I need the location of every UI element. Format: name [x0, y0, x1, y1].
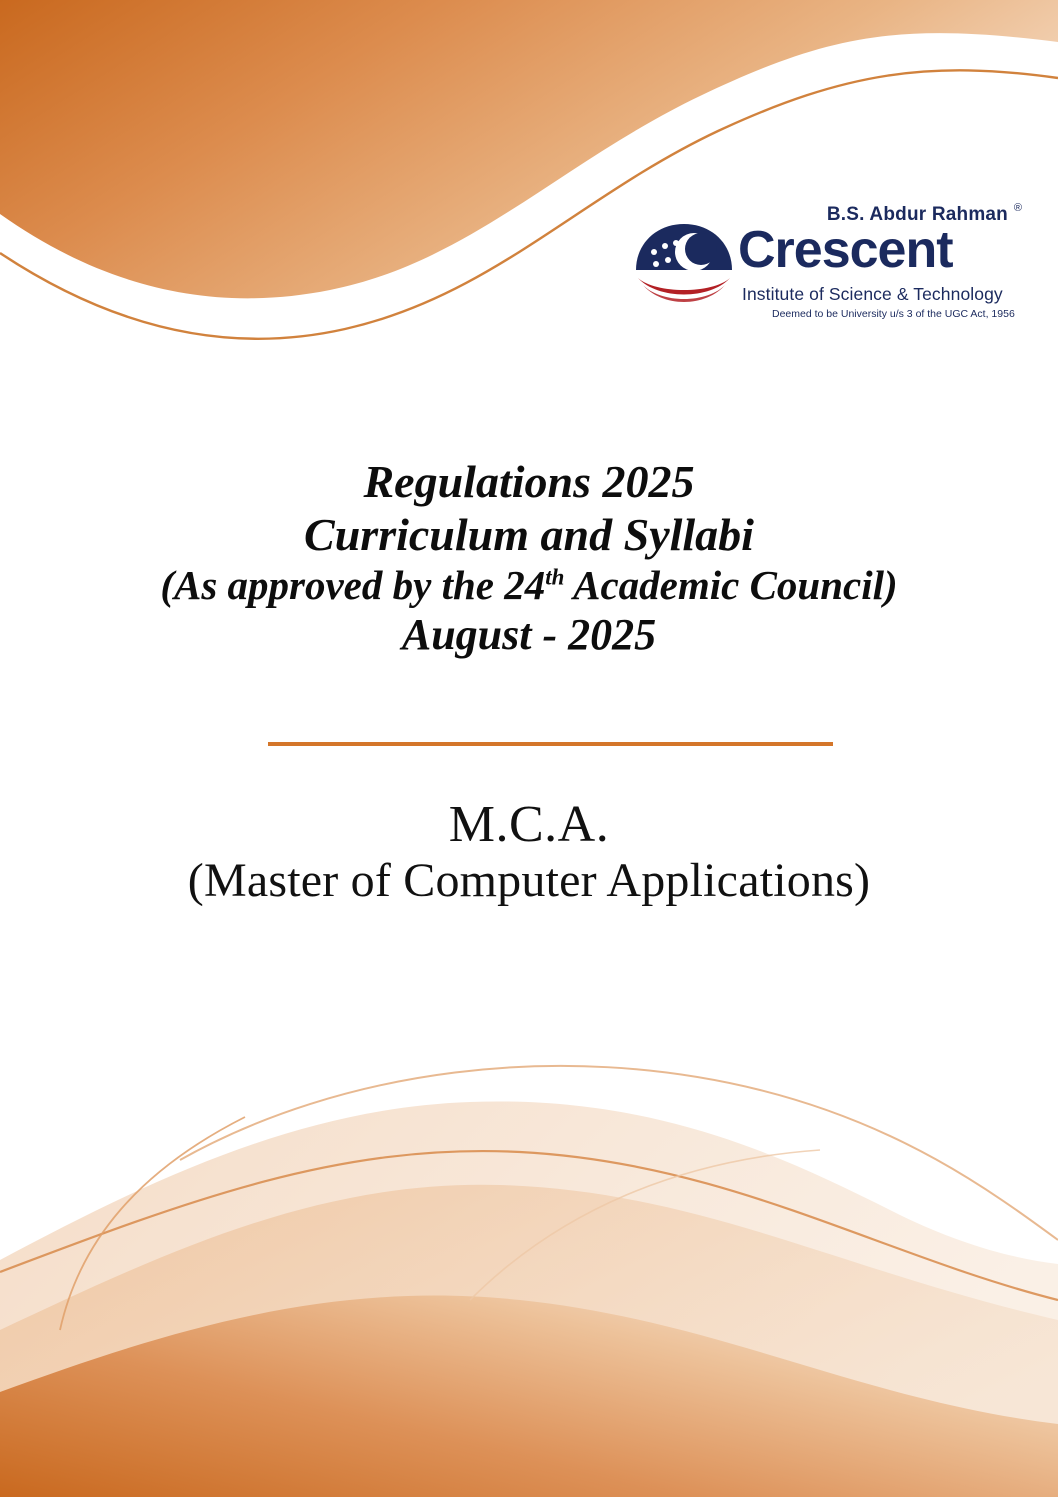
- title-line-approval: [0, 562, 1058, 610]
- title-line-date: August - 2025: [401, 610, 657, 660]
- title-line-curriculum: Curriculum and Syllabi: [304, 509, 754, 561]
- title-divider: [268, 742, 833, 746]
- program-full-name: (Master of Computer Applications): [187, 854, 871, 908]
- logo-subtitle: Institute of Science & Technology: [742, 284, 1003, 304]
- document-title-block: [0, 455, 1058, 660]
- title-line-regulations: Regulations 2025: [363, 456, 695, 507]
- approval-superscript: th: [545, 564, 565, 590]
- logo-top-name: B.S. Abdur Rahman: [826, 204, 1008, 225]
- registered-trademark-icon: ®: [1013, 202, 1022, 214]
- logo-deemed-university-line: Deemed to be University u/s 3 of the UGC Act, 1956: [772, 308, 1015, 320]
- program-block: [0, 795, 1058, 909]
- program-abbreviation: M.C.A.: [448, 796, 610, 853]
- approval-prefix: (As approved by the 24: [160, 561, 546, 608]
- crescent-emblem-icon: [632, 222, 736, 314]
- logo-wordmark: Crescent: [738, 221, 953, 279]
- approval-suffix: Academic Council): [564, 561, 898, 608]
- institution-logo: [632, 200, 1022, 330]
